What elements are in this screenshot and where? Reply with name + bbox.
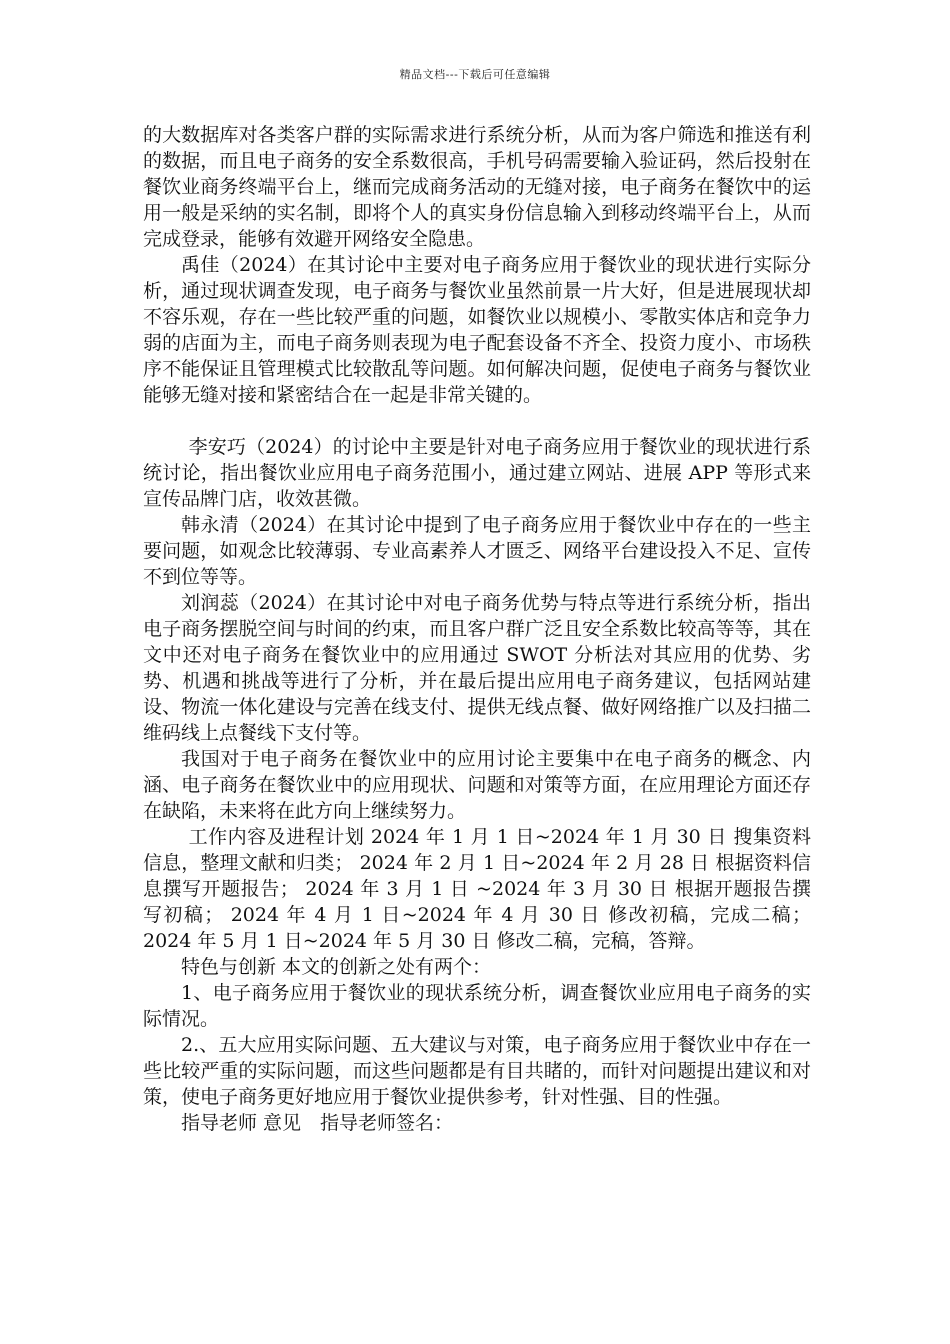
- paragraph-innovation-1: 1、电子商务应用于餐饮业的现状系统分析，调查餐饮业应用电子商务的实际情况。: [143, 982, 811, 1030]
- blank-line: [143, 408, 811, 434]
- paragraph-advisor-signature: 指导老师 意见 指导老师签名：: [181, 1112, 454, 1134]
- document-body: [143, 122, 811, 1136]
- paragraph-yujia: 禹佳（2024）在其讨论中主要对电子商务应用于餐饮业的现状进行实际分析，通过现状调查发现，电子商务与餐饮业虽然前景一片大好，但是进展现状却不容乐观，存在一些比较严重的问题，如餐饮业以规模小、零散实体店和竞争力弱的店面为主，而电子商务则表现为电子配套设备不齐全、投资力度小、市场秩序不能保证且管理模式比较散乱等问题。如何解决问题，促使电子商务与餐饮业能够无缝对接和紧密结合在一起是非常关键的。: [143, 254, 811, 406]
- paragraph-liurunrui: 刘润蕊（2024）在其讨论中对电子商务优势与特点等进行系统分析，指出电子商务摆脱空间与时间的约束，而且客户群广泛且安全系数比较高等等，其在文中还对电子商务在餐饮业中的应用通过 SWOT 分析法对其应用的优势、劣势、机遇和挑战等进行了分析，并在最后提出应用电子商务建议，包括网站建设、物流一体化建设与完善在线支付、提供无线点餐、做好网络推广以及扫描二维码线上点餐线下支付等。: [143, 592, 811, 744]
- page-header: 精品文档---下载后可任意编辑: [399, 68, 551, 81]
- paragraph-domestic-summary: 我国对于电子商务在餐饮业中的应用讨论主要集中在电子商务的概念、内涵、电子商务在餐饮业中的应用现状、问题和对策等方面，在应用理论方面还存在缺陷，未来将在此方向上继续努力。: [143, 748, 811, 822]
- paragraph-lianqiao: 李安巧（2024）的讨论中主要是针对电子商务应用于餐饮业的现状进行系统讨论，指出餐饮业应用电子商务范围小，通过建立网站、进展 APP 等形式来宣传品牌门店，收效甚微。: [143, 436, 811, 510]
- paragraph-innovation-heading: 特色与创新 本文的创新之处有两个：: [181, 956, 492, 978]
- paragraph-innovation-2: 2.、五大应用实际问题、五大建议与对策，电子商务应用于餐饮业中存在一些比较严重的实际问题，而这些问题都是有目共睹的，而针对问题提出建议和对策，使电子商务更好地应用于餐饮业提供参考，针对性强、目的性强。: [143, 1034, 811, 1108]
- paragraph-hanyongqing: 韩永清（2024）在其讨论中提到了电子商务应用于餐饮业中存在的一些主要问题，如观念比较薄弱、专业高素养人才匮乏、网络平台建设投入不足、宣传不到位等等。: [143, 514, 811, 588]
- paragraph-work-plan: 工作内容及进程计划 2024 年 1 月 1 日~2024 年 1 月 30 日 搜集资料信息，整理文献和归类； 2024 年 2 月 1 日~2024 年 2 月 28 日 根据资料信息撰写开题报告； 2024 年 3 月 1 日 ~2024 年 3 月 30 日 根据开题报告撰写初稿； 2024 年 4 月 1 日~2024 年 4 月 30 日 修改初稿，完成二稿； 2024 年 5 月 1 日~2024 年 5 月 30 日 修改二稿，完稿，答辩。: [143, 826, 811, 952]
- paragraph-continuation: 的大数据库对各类客户群的实际需求进行系统分析，从而为客户筛选和推送有利的数据，而且电子商务的安全系数很高，手机号码需要输入验证码，然后投射在餐饮业商务终端平台上，继而完成商务活动的无缝对接，电子商务在餐饮中的运用一般是采纳的实名制，即将个人的真实身份信息输入到移动终端平台上，从而完成登录，能够有效避开网络安全隐患。: [143, 124, 811, 250]
